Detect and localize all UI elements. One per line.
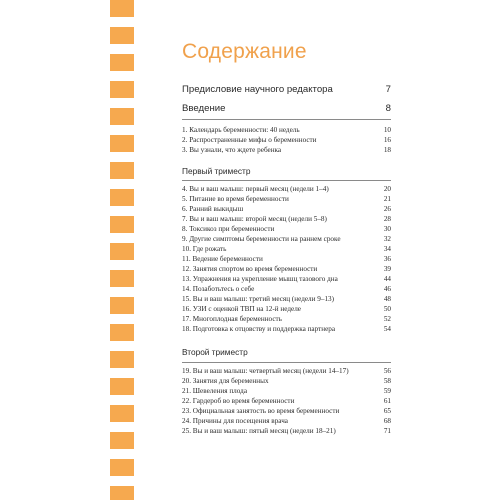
toc-entry[interactable]	[182, 144, 391, 156]
strip-segment	[110, 0, 134, 17]
strip-segment	[110, 351, 134, 368]
toc-entry-label: 13. Упражнения на укрепление мышц тазового дна	[182, 275, 338, 283]
decorative-orange-strip	[110, 0, 134, 500]
toc-entry-page: 16	[383, 136, 391, 144]
strip-segment	[110, 135, 134, 152]
strip-segment	[110, 459, 134, 476]
toc-entry-label: 11. Ведение беременности	[182, 255, 263, 263]
strip-segment	[110, 108, 134, 125]
toc-entry-label: 22. Гардероб во время беременности	[182, 397, 295, 405]
section-heading-second-trimester: Второй триместр	[182, 347, 248, 357]
strip-segment	[110, 27, 134, 44]
strip-segment	[110, 324, 134, 341]
page-title: Содержание	[182, 40, 307, 63]
toc-entry-page: 8	[385, 103, 391, 114]
toc-entry-page: 68	[383, 417, 391, 425]
toc-entry-label: 6. Ранний выкидыш	[182, 205, 244, 213]
toc-entry-page: 48	[383, 295, 391, 303]
toc-entry-page: 44	[383, 275, 391, 283]
toc-entry-label: 10. Где рожать	[182, 245, 227, 253]
strip-segment	[110, 81, 134, 98]
toc-entry-label: 3. Вы узнали, что ждете ребенка	[182, 146, 282, 154]
toc-entry-page: 50	[383, 305, 391, 313]
strip-segment	[110, 378, 134, 395]
toc-entry-label: Предисловие научного редактора	[182, 84, 333, 95]
toc-entry-page: 28	[383, 215, 391, 223]
toc-entry-label: 14. Позаботьтесь о себе	[182, 285, 255, 293]
toc-entry-page: 18	[383, 146, 391, 154]
toc-entry-page: 46	[383, 285, 391, 293]
toc-entry-page: 21	[383, 195, 391, 203]
toc-entry-label: 2. Распространенные мифы о беременности	[182, 136, 317, 144]
strip-segment	[110, 486, 134, 500]
toc-entry-label: 8. Токсикоз при беременности	[182, 225, 275, 233]
toc-entry-introduction[interactable]	[182, 102, 391, 115]
toc-entry-label: 7. Вы и ваш малыш: второй месяц (недели 5–8)	[182, 215, 327, 223]
toc-entry-label: 16. УЗИ с оценкой ТВП на 12-й неделе	[182, 305, 301, 313]
toc-entry-label: 21. Шевеления плода	[182, 387, 248, 395]
divider	[182, 119, 391, 120]
toc-entry-label: 4. Вы и ваш малыш: первый месяц (недели 1–4)	[182, 185, 329, 193]
toc-entry-label: 24. Причины для посещения врача	[182, 417, 288, 425]
toc-entry[interactable]	[182, 425, 391, 437]
toc-entry-label: Введение	[182, 103, 226, 114]
toc-entry-page: 20	[383, 185, 391, 193]
toc-entry-label: 18. Подготовка к отцовству и поддержка партнера	[182, 325, 336, 333]
toc-entry-page: 7	[385, 84, 391, 95]
toc-entry-page: 30	[383, 225, 391, 233]
toc-entry-page: 61	[383, 397, 391, 405]
toc-entry-page: 32	[383, 235, 391, 243]
toc-entry-label: 23. Официальная занятость во время беременности	[182, 407, 340, 415]
toc-entry-preface[interactable]	[182, 83, 391, 96]
toc-entry-page: 39	[383, 265, 391, 273]
divider	[182, 180, 391, 181]
toc-entry-page: 65	[383, 407, 391, 415]
toc-entry-page: 54	[383, 325, 391, 333]
toc-entry-label: 20. Занятия для беременных	[182, 377, 269, 385]
strip-segment	[110, 432, 134, 449]
strip-segment	[110, 405, 134, 422]
toc-entry-label: 17. Многоплодная беременность	[182, 315, 282, 323]
toc-entry-page: 34	[383, 245, 391, 253]
toc-entry-label: 25. Вы и ваш малыш: пятый месяц (недели 18–21)	[182, 427, 336, 435]
strip-segment	[110, 189, 134, 206]
toc-entry-label: 9. Другие симптомы беременности на раннем сроке	[182, 235, 341, 243]
toc-entry-page: 26	[383, 205, 391, 213]
strip-segment	[110, 162, 134, 179]
toc-entry-label: 19. Вы и ваш малыш: четвертый месяц (недели 14–17)	[182, 367, 349, 375]
toc-entry-label: 5. Питание во время беременности	[182, 195, 289, 203]
strip-segment	[110, 216, 134, 233]
toc-entry-page: 58	[383, 377, 391, 385]
toc-entry[interactable]	[182, 323, 391, 335]
toc-entry-page: 59	[383, 387, 391, 395]
divider	[182, 362, 391, 363]
toc-entry-page: 71	[383, 427, 391, 435]
strip-segment	[110, 54, 134, 71]
toc-entry-page: 52	[383, 315, 391, 323]
strip-segment	[110, 270, 134, 287]
strip-segment	[110, 297, 134, 314]
toc-entry-page: 56	[383, 367, 391, 375]
toc-entry-label: 12. Занятия спортом во время беременности	[182, 265, 318, 273]
toc-entry-page: 36	[383, 255, 391, 263]
section-heading-first-trimester: Первый триместр	[182, 166, 251, 176]
toc-entry-label: 1. Календарь беременности: 40 недель	[182, 126, 300, 134]
strip-segment	[110, 243, 134, 260]
toc-entry-label: 15. Вы и ваш малыш: третий месяц (недели 9–13)	[182, 295, 335, 303]
toc-entry-page: 10	[383, 126, 391, 134]
